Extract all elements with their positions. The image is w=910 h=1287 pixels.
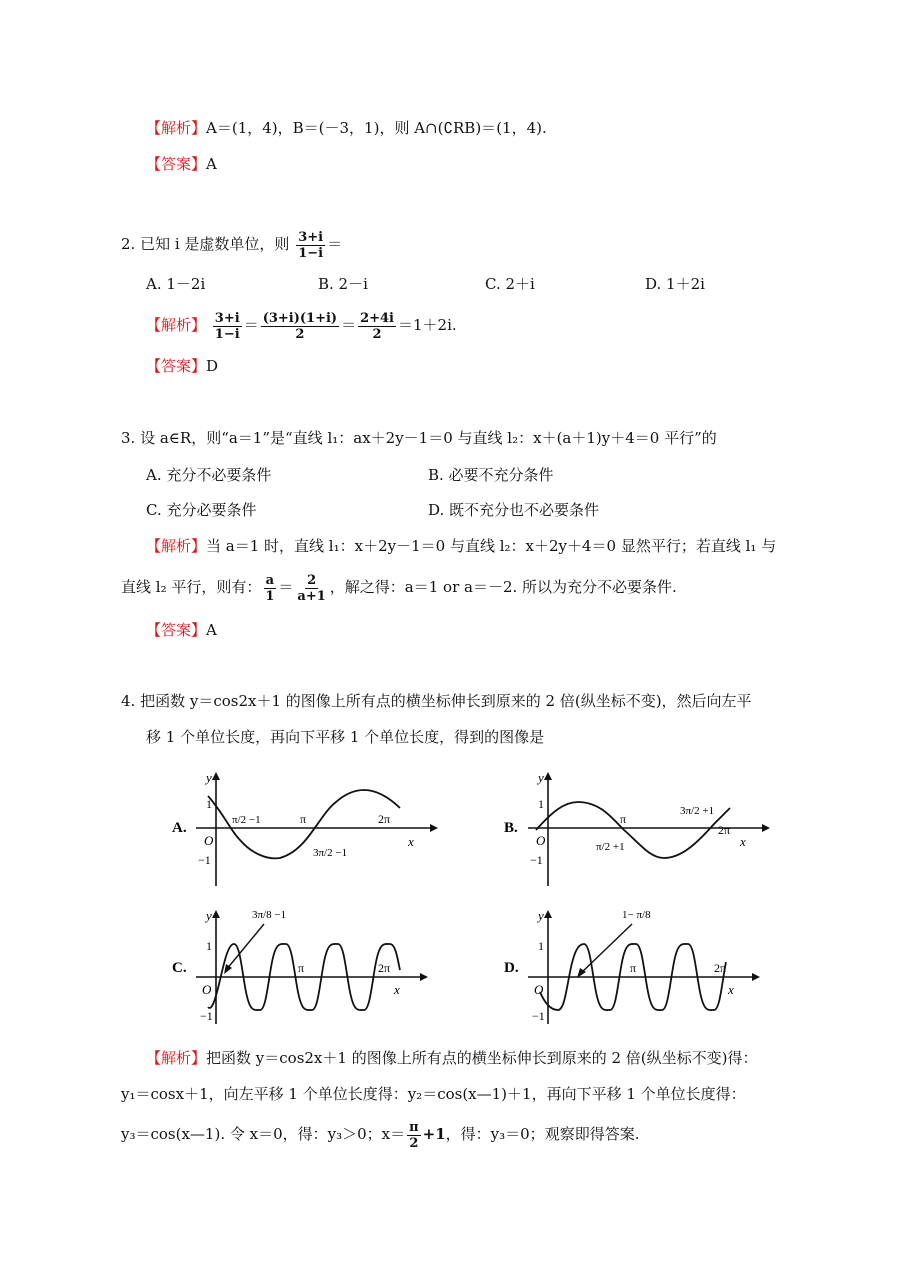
equals: ＝ <box>341 316 357 334</box>
tick-neg-one: −1 <box>198 853 211 867</box>
y-label: y <box>206 770 212 785</box>
q2-option-b: B. 2－i <box>318 275 368 293</box>
analysis-text: ，得：y₃＝0；观察即得答案. <box>445 1125 640 1143</box>
answer-value: A <box>206 155 217 173</box>
analysis-tag: 【解析】 <box>146 119 207 137</box>
answer-tag: 【答案】 <box>146 621 207 639</box>
analysis-text: y₃＝cos(x—1). 令 x＝0，得：y₃＞0；x＝ <box>121 1125 406 1143</box>
annotation-1: 1− π/8 <box>622 909 651 921</box>
tick-neg-one: −1 <box>200 1009 213 1023</box>
fraction-tail: +1 <box>422 1125 446 1143</box>
q3-analysis-line2: 直线 l₂ 平行，则有： $\frac{a}{1}$ ＝ $\frac{2}{a+1}$ ，解之得：a＝1 or a＝－2. 所以为充分不必要条件. <box>121 572 677 604</box>
q3-answer <box>146 619 217 641</box>
q3-option-b: B. 必要不充分条件 <box>428 466 554 484</box>
y-label: y <box>206 908 212 923</box>
answer-value: A <box>206 621 217 639</box>
y-axis-arrow <box>544 910 552 918</box>
tick-pi: π <box>630 961 637 975</box>
annotation-2: 3π/2 −1 <box>313 847 348 859</box>
q2-option-c: C. 2＋i <box>485 275 535 293</box>
x-axis-arrow <box>420 973 428 981</box>
x-axis-arrow <box>752 973 760 981</box>
analysis-tag: 【解析】 <box>146 316 207 334</box>
q2-analysis-fraction-2: $\frac{(3+i)(1+i)}{2}$ <box>262 310 338 342</box>
annotation-1: 3π/8 −1 <box>252 909 287 921</box>
q4-analysis-line1 <box>146 1047 758 1069</box>
x-axis-arrow <box>430 824 438 832</box>
tick-one: 1 <box>206 939 212 953</box>
analysis-text: ，解之得：a＝1 or a＝－2. 所以为充分不必要条件. <box>329 578 677 596</box>
q2-analysis <box>146 308 457 342</box>
x-label: x <box>408 834 414 849</box>
q2-analysis-result: ＝1＋2i. <box>398 316 457 334</box>
q3-option-d: D. 既不充分也不必要条件 <box>428 501 600 519</box>
analysis-tag: 【解析】 <box>146 537 207 555</box>
tick-pi: π <box>298 961 305 975</box>
q2-fraction: $\frac{3+i}{1-i}$ <box>298 229 324 261</box>
tick-2pi: 2π <box>378 812 391 826</box>
annotation-1: π/2 +1 <box>596 841 625 853</box>
q1-answer <box>146 153 217 175</box>
q4-stem-line2: 移 1 个单位长度，再向下平移 1 个单位长度，得到的图像是 <box>146 728 545 746</box>
origin-label: O <box>204 833 214 848</box>
answer-value: D <box>206 357 219 375</box>
tick-2pi: 2π <box>378 961 391 975</box>
graph-label: C. <box>172 960 187 976</box>
q3-fraction-2: $\frac{2}{a+1}$ <box>297 572 326 604</box>
analysis-text: A＝(1，4)，B＝(－3，1)，则 A∩(∁RB)＝(1，4). <box>206 119 547 137</box>
x-label: x <box>728 982 734 997</box>
q2-answer <box>146 355 218 377</box>
q3-analysis-line1 <box>146 535 776 557</box>
origin-label: O <box>202 982 212 997</box>
graph-d <box>500 902 770 1027</box>
q3-stem: 3. 设 a∈R，则“a＝1”是“直线 l₁：ax＋2y－1＝0 与直线 l₂：x＋(a＋1)y＋4＝0 平行”的 <box>121 429 717 447</box>
graph-label: A. <box>172 820 187 836</box>
x-axis-arrow <box>762 824 770 832</box>
analysis-text: 直线 l₂ 平行，则有： <box>121 578 262 596</box>
analysis-text: 当 a＝1 时，直线 l₁：x＋2y－1＝0 与直线 l₂：x＋2y＋4＝0 显然平行；若直线 l₁ 与 <box>206 537 777 555</box>
annotation-1: π/2 −1 <box>232 814 261 826</box>
annotation-arrow <box>226 924 264 970</box>
analysis-tag: 【解析】 <box>146 1049 207 1067</box>
q3-option-a: A. 充分不必要条件 <box>146 466 272 484</box>
equals: ＝ <box>243 316 259 334</box>
q2-stem <box>121 229 342 261</box>
annotation-2: 3π/2 +1 <box>680 805 715 817</box>
tick-neg-one: −1 <box>532 1009 545 1023</box>
q2-analysis-fraction-1: $\frac{3+i}{1-i}$ <box>214 310 240 342</box>
annotation-arrowhead <box>224 964 232 974</box>
graph-label: D. <box>504 960 519 976</box>
tick-neg-one: −1 <box>530 853 543 867</box>
q2-option-d: D. 1＋2i <box>645 275 705 293</box>
q2-stem-suffix: ＝ <box>327 235 343 253</box>
graph-b <box>500 768 770 893</box>
y-axis-arrow <box>212 772 220 780</box>
q4-analysis-line2: y₁＝cosx＋1，向左平移 1 个单位长度得：y₂＝cos(x—1)＋1，再向下平移 1 个单位长度得： <box>121 1085 746 1103</box>
answer-tag: 【答案】 <box>146 155 207 173</box>
q4-analysis-line3 <box>121 1117 639 1151</box>
graph-a <box>168 768 438 893</box>
origin-label: O <box>536 833 546 848</box>
q2-analysis-fraction-3: $\frac{2+4i}{2}$ <box>360 310 394 342</box>
q4-stem-line1: 4. 把函数 y＝cos2x＋1 的图像上所有点的横坐标伸长到原来的 2 倍(纵坐标不变)，然后向左平 <box>121 692 752 710</box>
x-label: x <box>394 982 400 997</box>
tick-one: 1 <box>538 797 544 811</box>
q2-option-a: A. 1－2i <box>146 275 206 293</box>
y-label: y <box>538 908 544 923</box>
q3-option-c: C. 充分必要条件 <box>146 501 257 519</box>
q3-fraction-1: $\frac{a}{1}$ <box>265 572 275 604</box>
tick-2pi: 2π <box>718 823 731 837</box>
tick-2pi: 2π <box>714 961 727 975</box>
y-axis-arrow <box>544 772 552 780</box>
q4-fraction: $\frac{\pi}{2}$ <box>409 1119 419 1151</box>
y-axis-arrow <box>212 910 220 918</box>
q2-stem-prefix: 2. 已知 i 是虚数单位，则 <box>121 235 290 253</box>
graph-label: B. <box>504 820 518 836</box>
tick-pi: π <box>300 812 307 826</box>
origin-label: O <box>534 982 544 997</box>
tick-one: 1 <box>206 797 212 811</box>
tick-one: 1 <box>538 939 544 953</box>
analysis-text: 把函数 y＝cos2x＋1 的图像上所有点的横坐标伸长到原来的 2 倍(纵坐标不变)得： <box>206 1049 758 1067</box>
y-label: y <box>538 770 544 785</box>
q1-analysis <box>146 117 547 139</box>
answer-tag: 【答案】 <box>146 357 207 375</box>
x-label: x <box>740 834 746 849</box>
tick-pi: π <box>620 812 627 826</box>
graph-c <box>168 902 438 1027</box>
